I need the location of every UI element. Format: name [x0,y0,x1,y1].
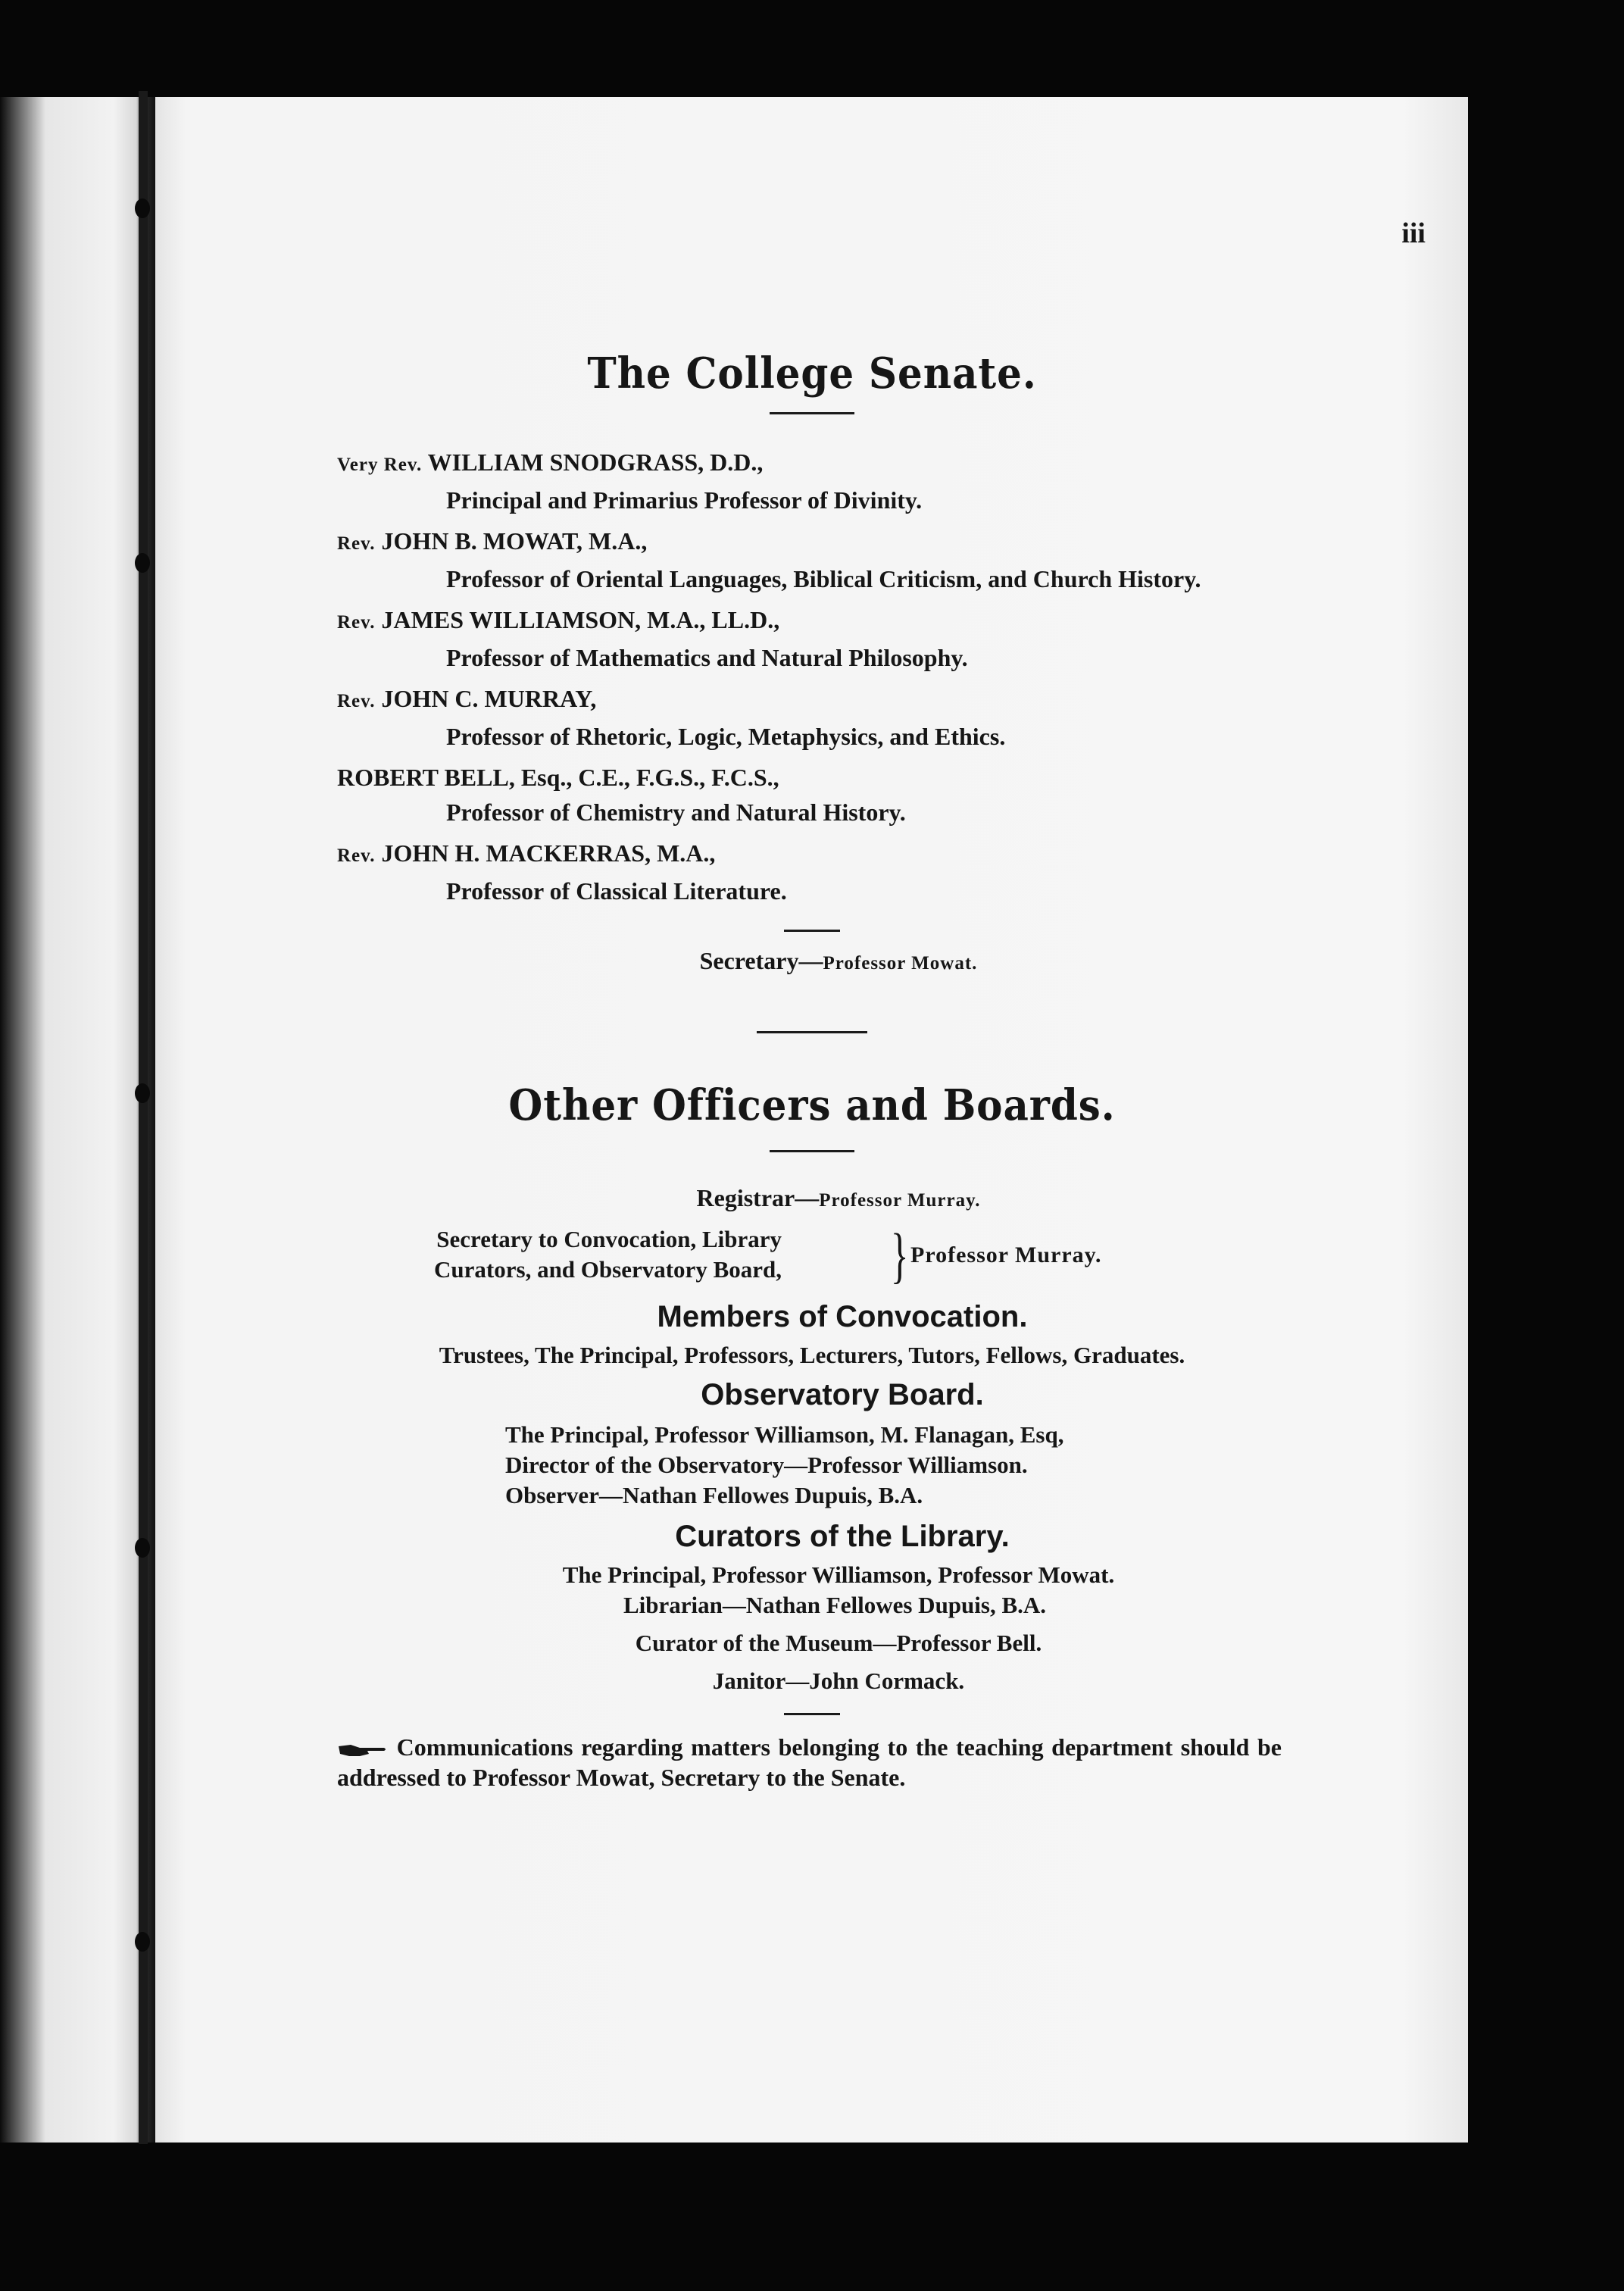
senate-member-name [337,681,1282,719]
binding-stitch [135,553,150,573]
senate-member-name [337,836,1282,874]
senate-member-title: Professor of Rhetoric, Logic, Metaphysics, and Ethics. [446,723,1006,750]
divider-rule [770,1150,854,1152]
senate-member-name [337,760,1282,795]
senate-member-title: Principal and Primarius Professor of Divinity. [446,486,923,514]
registrar-name: Professor Murray. [819,1190,981,1211]
observatory-line: The Principal, Professor Williamson, M. Flanagan, Esq, [505,1421,1064,1448]
observatory-line: Observer—Nathan Fellowes Dupuis, B.A. [505,1482,923,1508]
registrar-line [342,1184,1282,1212]
member-name: JOHN C. MURRAY, [381,685,597,712]
member-prefix: Rev. [337,612,376,633]
senate-member-title: Professor of Chemistry and Natural History. [446,799,906,826]
member-prefix: Rev. [337,691,376,711]
senate-member-entry [337,524,1282,596]
note-text: Communications regarding matters belonging to the teaching department should be addressed to Professor Mowat, Secretary to the Senate. [337,1733,1282,1791]
registrar-label: Registrar— [696,1184,820,1211]
page-number: iii [1401,217,1426,249]
binding-stitch [135,1932,150,1952]
senate-member-entry [337,836,1282,908]
book-spine [139,91,148,2144]
divider-rule [784,1713,840,1715]
book-gutter [0,97,155,2143]
officers-heading: Other Officers and Boards. [508,1080,1116,1130]
senate-member-name [337,602,1282,640]
senate-member-title: Professor of Oriental Languages, Biblical Criticism, and Church History. [446,565,1201,592]
senate-member-entry [337,445,1282,517]
role-line: Secretary to Convocation, Library [436,1226,782,1252]
senate-member-name [337,445,1282,483]
library-heading: Curators of the Library. [675,1520,1010,1553]
senate-member-entry [337,760,1282,830]
convocation-members: Trustees, The Principal, Professors, Lecturers, Tutors, Fellows, Graduates. [439,1342,1185,1368]
convocation-secretary-role [434,1224,782,1285]
communications-note [337,1732,1282,1792]
library-curators: The Principal, Professor Williamson, Professor Mowat. [562,1561,1115,1588]
binding-stitch [135,198,150,218]
convocation-secretary-block [342,1221,1282,1297]
museum-curator-line: Curator of the Museum—Professor Bell. [635,1630,1042,1656]
librarian-line: Librarian—Nathan Fellowes Dupuis, B.A. [623,1592,1047,1618]
secretary-name: Professor Mowat. [823,953,978,974]
senate-member-title: Professor of Classical Literature. [446,877,787,905]
member-name: JOHN B. MOWAT, M.A., [381,527,648,555]
observatory-line: Director of the Observatory—Professor Williamson. [505,1452,1028,1478]
senate-member-entry [337,681,1282,754]
senate-heading: The College Senate. [587,348,1037,399]
binding-stitch [135,1083,150,1103]
member-name: WILLIAM SNODGRASS, D.D., [427,449,764,476]
curly-brace-icon: } [890,1221,909,1289]
member-prefix: Rev. [337,533,376,554]
janitor-line: Janitor—John Cormack. [712,1667,965,1694]
senate-member-entry [337,602,1282,675]
senate-member-title: Professor of Mathematics and Natural Philosophy. [446,644,968,671]
member-prefix: Very Rev. [337,455,423,475]
member-name: ROBERT BELL, Esq., C.E., F.G.S., F.C.S., [337,764,779,791]
page-content [337,348,1282,1792]
binding-stitch [135,1538,150,1558]
member-name: JOHN H. MACKERRAS, M.A., [381,839,716,867]
role-line: Curators, and Observatory Board, [434,1256,782,1283]
senate-secretary [342,947,1282,975]
convocation-secretary-name: Professor Murray. [910,1242,1102,1267]
pointing-hand-icon [337,1742,389,1758]
member-name: JAMES WILLIAMSON, M.A., LL.D., [381,606,780,633]
divider-rule [757,1031,867,1033]
member-prefix: Rev. [337,845,376,866]
secretary-label: Secretary— [699,947,823,974]
senate-member-name [337,524,1282,561]
divider-rule [784,930,840,932]
observatory-heading: Observatory Board. [701,1378,984,1411]
convocation-heading: Members of Convocation. [657,1300,1028,1333]
